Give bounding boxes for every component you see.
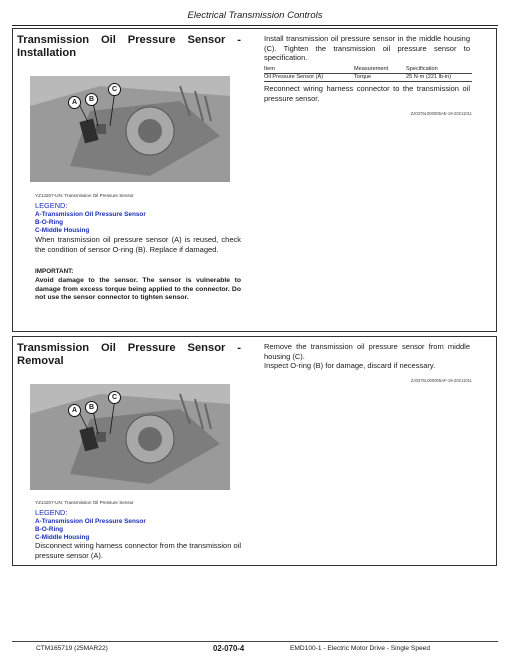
callout-b: B xyxy=(85,93,98,106)
removal-legend-title: LEGEND: xyxy=(35,508,68,517)
reconnect-step-text: Reconnect wiring harness connector to the transmission oil pressure sensor. xyxy=(264,84,470,103)
installation-legend-title: LEGEND: xyxy=(35,201,68,210)
inspect-step-text: Inspect O-ring (B) for damage, discard if necessary. xyxy=(264,361,436,370)
callout-c: C xyxy=(108,83,121,96)
installation-reuse-note: When transmission oil pressure sensor (A) is reused, check the condition of sensor O-ring (B). Replace if damaged. xyxy=(35,235,241,254)
installation-sensor-image xyxy=(30,76,230,182)
legend-item-a: A-Transmission Oil Pressure Sensor xyxy=(35,518,146,525)
callout-a: A xyxy=(68,404,81,417)
removal-image-caption: YZ14207-UN: Transmission Oil Pressure Sensor xyxy=(35,500,134,505)
footer-doc-id: CTM165719 (25MAR22) xyxy=(36,645,108,652)
removal-ref-code: ZJ0376L000005AF-19-20211011 xyxy=(410,378,472,383)
spec-cell-item: Oil Pressure Sensor (A) xyxy=(264,74,354,82)
remove-step-text: Remove the transmission oil pressure sensor from middle housing (C). xyxy=(264,342,470,361)
legend-item-c: C-Middle Housing xyxy=(35,227,90,234)
page-header-title: Electrical Transmission Controls xyxy=(187,10,323,21)
spec-header-item: Item xyxy=(264,66,354,74)
install-step-text: Install transmission oil pressure sensor in the middle housing (C). Tighten the transmission oil pressure sensor to specification. xyxy=(264,34,470,63)
header-rule xyxy=(12,25,498,26)
important-text: Avoid damage to the sensor. The sensor is vulnerable to damage from excess torque being applied to the connector. Do not use the sensor connector to tighten sensor. xyxy=(35,277,241,302)
important-label: IMPORTANT: xyxy=(35,268,74,275)
callout-a: A xyxy=(68,96,81,109)
removal-title: Transmission Oil Pressure Sensor - Removal xyxy=(17,342,241,367)
footer-page-number: 02-070-4 xyxy=(213,644,245,653)
spec-table-row xyxy=(264,74,472,82)
spec-header-measurement: Measurement xyxy=(354,66,406,74)
callout-b: B xyxy=(85,401,98,414)
footer-rule xyxy=(12,641,498,642)
legend-item-a: A-Transmission Oil Pressure Sensor xyxy=(35,211,146,218)
footer-manual-title: EMD100-1 - Electric Motor Drive - Single Speed xyxy=(290,645,430,652)
installation-ref-code: ZJ0376L000005AE-19-20211011 xyxy=(410,111,472,116)
removal-sensor-image xyxy=(30,384,230,490)
spec-table xyxy=(264,66,472,82)
legend-item-b: B-O-Ring xyxy=(35,526,64,533)
legend-item-c: C-Middle Housing xyxy=(35,534,90,541)
callout-c: C xyxy=(108,391,121,404)
installation-image-caption: YZ14207-UN: Transmission Oil Pressure Sensor xyxy=(35,193,134,198)
spec-header-specification: Specification xyxy=(406,66,472,74)
spec-cell-specification: 25 N·m (221 lb-in) xyxy=(406,74,472,82)
legend-item-b: B-O-Ring xyxy=(35,219,64,226)
disconnect-step-text: Disconnect wiring harness connector from the transmission oil pressure sensor (A). xyxy=(35,541,241,560)
spec-cell-measurement: Torque xyxy=(354,74,406,82)
spec-table-header-row xyxy=(264,66,472,74)
installation-title: Transmission Oil Pressure Sensor - Installation xyxy=(17,34,241,59)
